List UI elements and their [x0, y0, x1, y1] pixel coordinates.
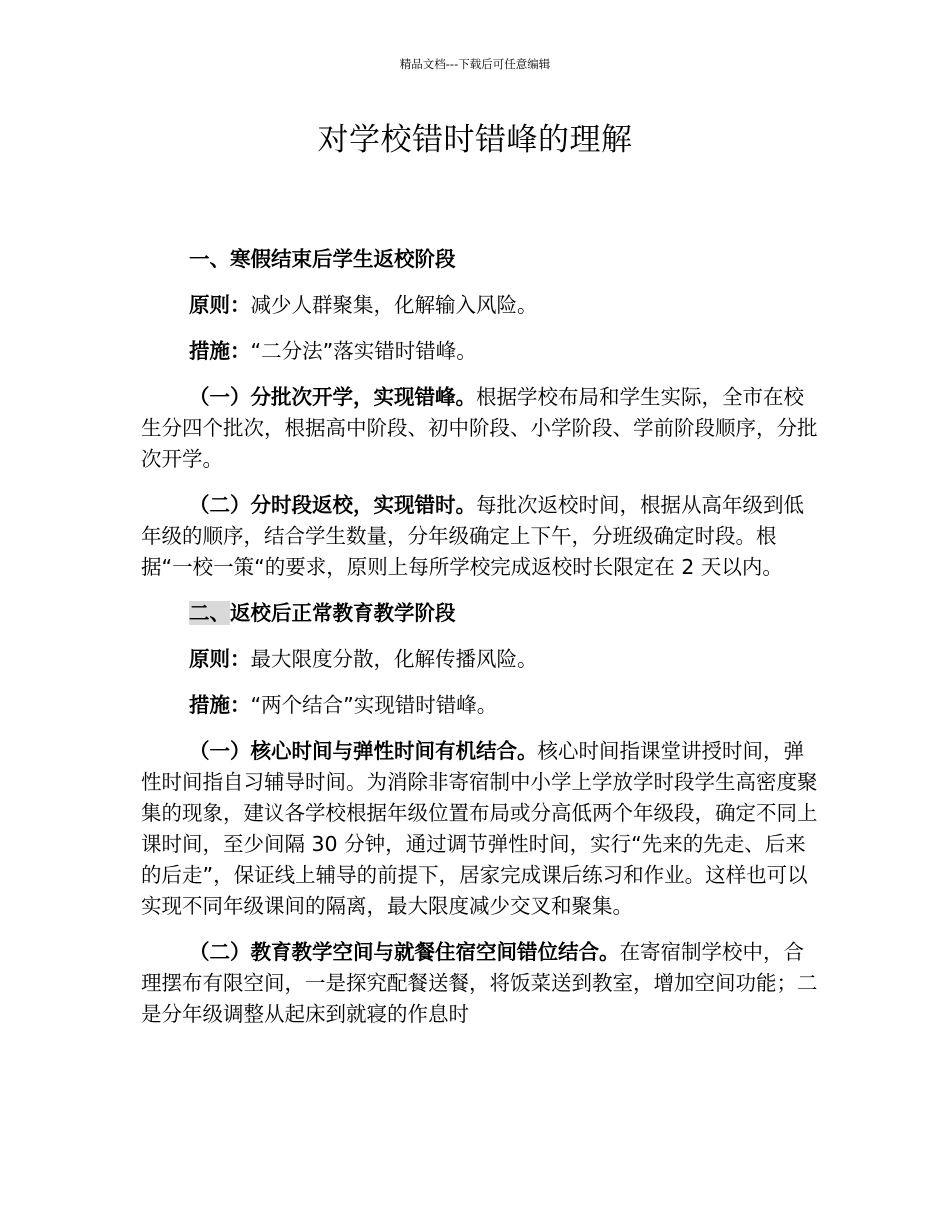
- document-body: [141, 244, 821, 1045]
- section-1-principle: [141, 290, 821, 321]
- section-2-principle: [141, 644, 821, 675]
- measure-label: 措施：: [189, 339, 251, 363]
- section-1-measure: [141, 336, 821, 367]
- principle-text: 最大限度分散，化解传播风险。: [250, 647, 538, 671]
- measure-text: “两个结合”实现错时错峰。: [250, 693, 498, 717]
- section-1-item-2: [141, 490, 821, 583]
- item-bold-lead: （一）核心时间与弹性时间有机结合。: [189, 739, 538, 763]
- item-text: 核心时间指课堂讲授时间，弹性时间指自习辅导时间。为消除非寄宿制中小学上学放学时段学生高密度聚集的现象，建议各学校根据年级位置布局或分高低两个年级段，确定不同上课时间，至少间隔 30 分钟，通过调节弹性时间，实行“先来的先走、后来的后走”，保证线上辅导的前提下，居家完成课后练习和作业。这样也可以实现不同年级课间的隔离，最大限度减少交叉和聚集。: [141, 739, 818, 918]
- measure-label: 措施：: [189, 693, 251, 717]
- principle-text: 减少人群聚集，化解输入风险。: [250, 293, 538, 317]
- item-text: 在寄宿制学校中，合理摆布有限空间，一是探究配餐送餐，将饭菜送到教室，增加空间功能；二是分年级调整从起床到就寝的作息时: [141, 940, 818, 1026]
- item-bold-lead: （二）教育教学空间与就餐住宿空间错位结合。: [189, 940, 620, 964]
- highlighted-prefix: 二、: [189, 601, 230, 625]
- page-header: 精品文档---下载后可任意编辑: [399, 57, 551, 71]
- section-2-item-2: [141, 937, 821, 1030]
- principle-label: 原则：: [189, 647, 251, 671]
- principle-label: 原则：: [189, 293, 251, 317]
- item-text: 每批次返校时间，根据从高年级到低年级的顺序，结合学生数量，分年级确定上下午，分班级确定时段。根据“一校一策“的要求，原则上每所学校完成返校时长限定在 2 天以内。: [141, 493, 804, 579]
- section-2-item-1: [141, 736, 821, 922]
- item-bold-lead: （一）分批次开学，实现错峰。: [189, 385, 476, 409]
- measure-text: “二分法”落实错时错峰。: [250, 339, 477, 363]
- section-2-heading: [141, 598, 821, 629]
- document-title: 对学校错时错峰的理解: [317, 122, 633, 158]
- section-2-measure: [141, 690, 821, 721]
- section-1-heading: 一、寒假结束后学生返校阶段: [189, 247, 456, 271]
- section-1-item-1: [141, 382, 821, 475]
- item-text: 根据学校布局和学生实际，全市在校生分四个批次，根据高中阶段、初中阶段、小学阶段、学前阶段顺序，分批次开学。: [141, 385, 818, 471]
- item-bold-lead: （二）分时段返校，实现错时。: [189, 493, 476, 517]
- heading-rest: 返校后正常教育教学阶段: [230, 601, 456, 625]
